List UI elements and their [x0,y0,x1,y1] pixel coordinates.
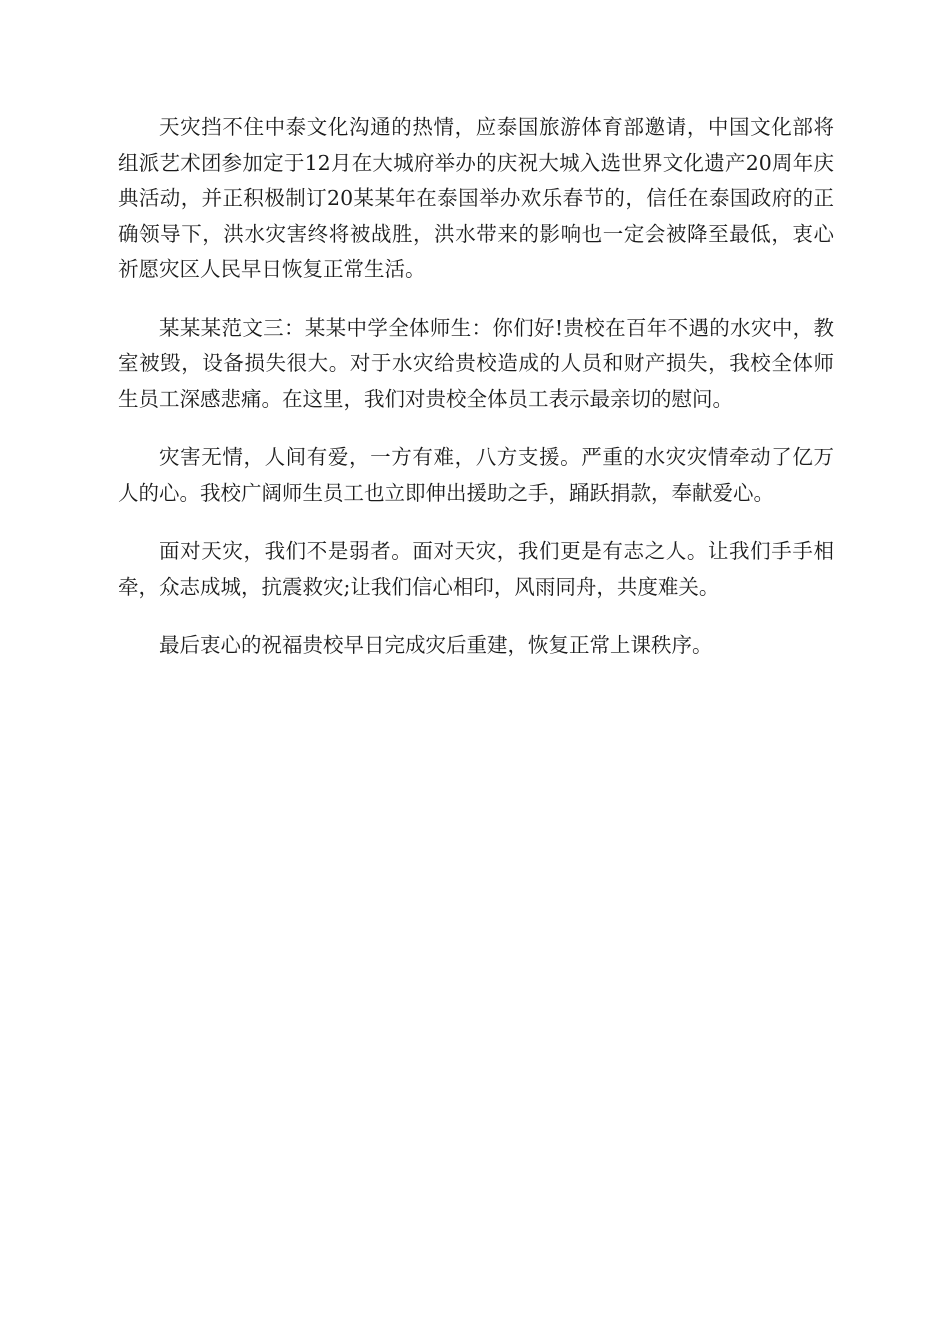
paragraph-4: 面对天灾，我们不是弱者。面对天灾，我们更是有志之人。让我们手手相牵，众志成城，抗震救灾;让我们信心相印，风雨同舟，共度难关。 [118,539,834,599]
paragraph-5: 最后衷心的祝福贵校早日完成灾后重建，恢复正常上课秩序。 [159,633,713,657]
document-body [118,110,834,687]
paragraph-2: 某某某范文三：某某中学全体师生：你们好!贵校在百年不遇的水灾中，教室被毁，设备损失很大。对于水灾给贵校造成的人员和财产损失，我校全体师生员工深感悲痛。在这里，我们对贵校全体员工表示最亲切的慰问。 [118,315,834,411]
paragraph-1: 天灾挡不住中泰文化沟通的热情，应泰国旅游体育部邀请，中国文化部将组派艺术团参加定于12月在大城府举办的庆祝大城入选世界文化遗产20周年庆典活动，并正积极制订20某某年在泰国举办欢乐春节的，信任在泰国政府的正确领导下，洪水灾害终将被战胜，洪水带来的影响也一定会被降至最低，衷心祈愿灾区人民早日恢复正常生活。 [118,115,834,281]
paragraph-3: 灾害无情，人间有爱，一方有难，八方支援。严重的水灾灾情牵动了亿万人的心。我校广阔师生员工也立即伸出援助之手，踊跃捐款，奉献爱心。 [118,445,834,505]
